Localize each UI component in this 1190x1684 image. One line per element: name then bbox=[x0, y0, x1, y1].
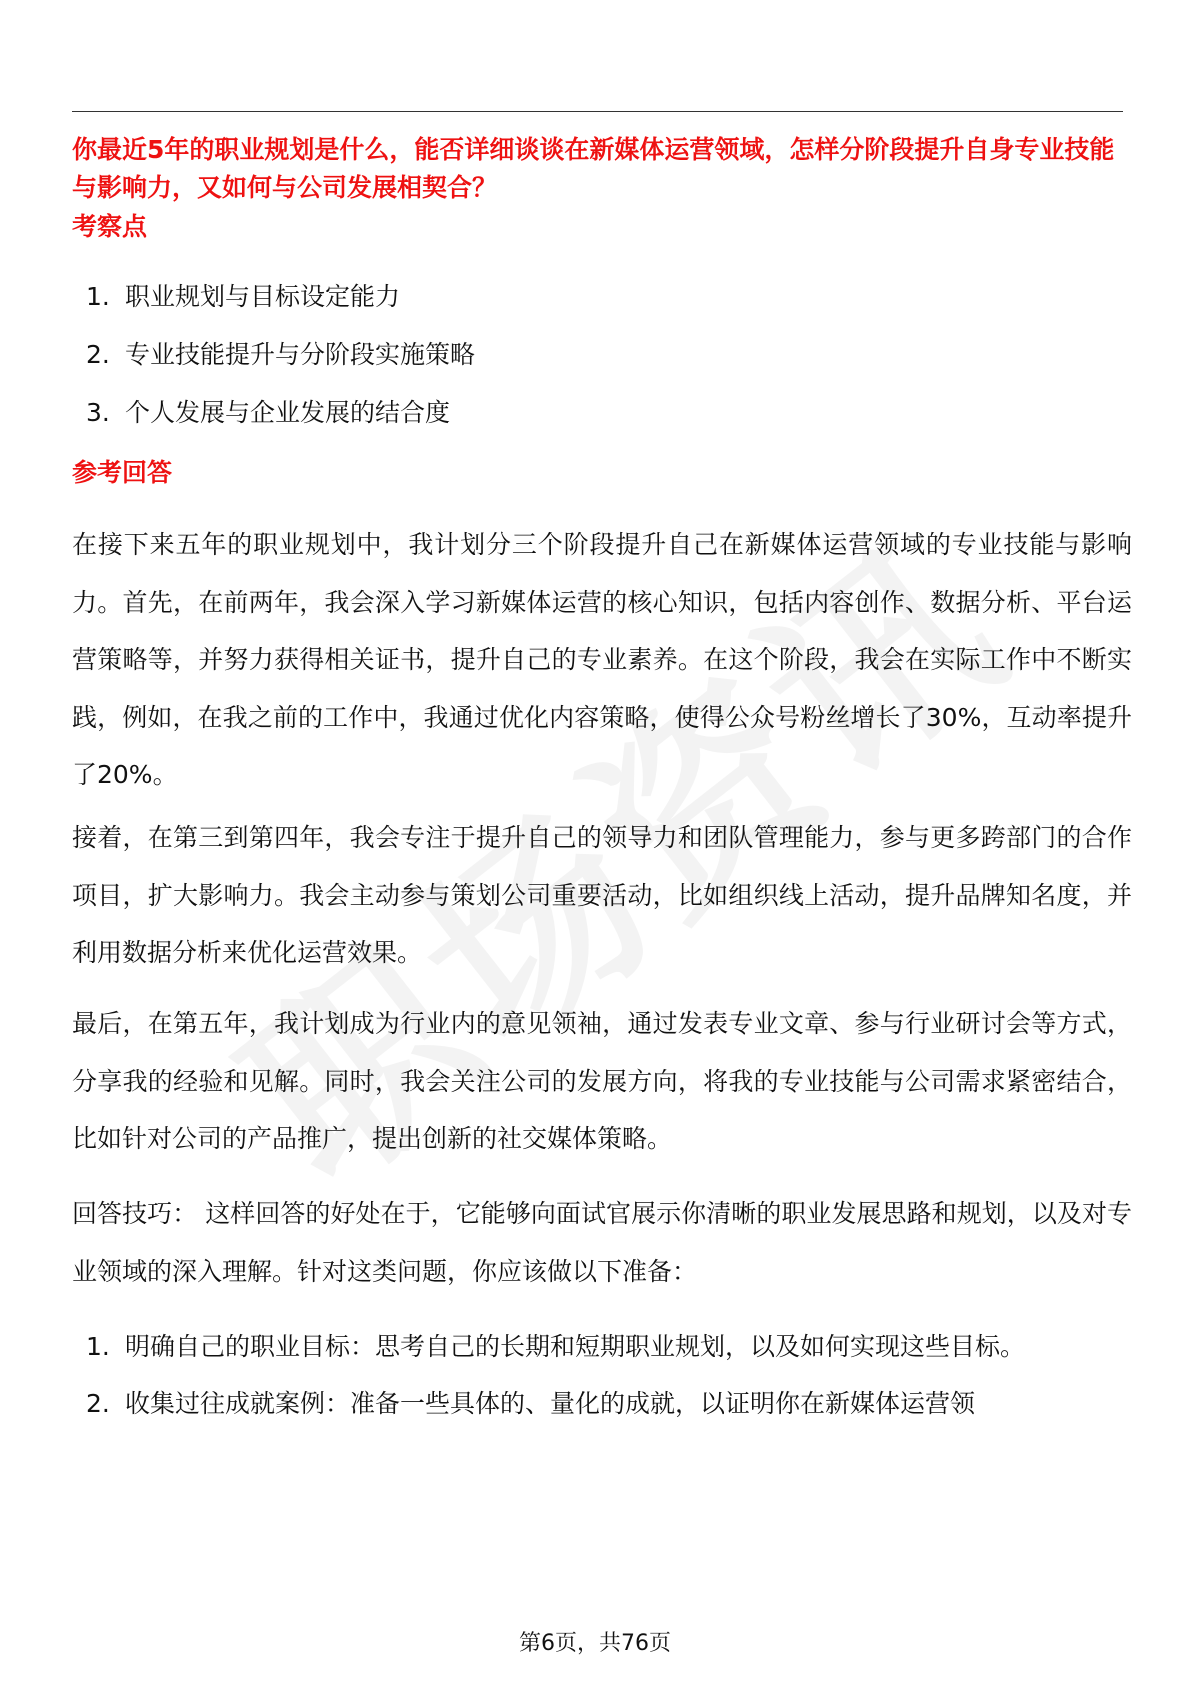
tips-list bbox=[72, 1318, 1132, 1432]
list-number: 2. bbox=[86, 1389, 110, 1418]
answer-paragraph: 最后，在第五年，我计划成为行业内的意见领袖，通过发表专业文章、参与行业研讨会等方式，分享我的经验和见解。同时，我会关注公司的发展方向，将我的专业技能与公司需求紧密结合，比如针对公司的产品推广，提出创新的社交媒体策略。 bbox=[72, 1009, 1132, 1153]
list-number: 2. bbox=[86, 340, 110, 369]
answer-paragraph: 在接下来五年的职业规划中，我计划分三个阶段提升自己在新媒体运营领域的专业技能与影响力。首先，在前两年，我会深入学习新媒体运营的核心知识，包括内容创作、数据分析、平台运营策略等，并努力获得相关证书，提升自己的专业素养。在这个阶段，我会在实际工作中不断实践，例如，在我之前的工作中，我通过优化内容策略，使得公众号粉丝增长了30%，互动率提升了20%。 bbox=[72, 530, 1132, 789]
focus-item-text: 职业规划与目标设定能力 bbox=[125, 282, 401, 311]
focus-item bbox=[72, 336, 1132, 374]
focus-item-text: 个人发展与企业发展的结合度 bbox=[125, 398, 451, 427]
list-number: 1. bbox=[86, 1332, 110, 1361]
answer-tips-intro: 回答技巧： 这样回答的好处在于，它能够向面试官展示你清晰的职业发展思路和规划，以及对专业领域的深入理解。针对这类问题，你应该做以下准备： bbox=[72, 1199, 1132, 1286]
answer-heading: 参考回答 bbox=[72, 458, 173, 487]
focus-item bbox=[72, 278, 1132, 316]
list-number: 3. bbox=[86, 398, 110, 427]
page-footer: 第6页，共76页 bbox=[519, 1631, 671, 1656]
answer-paragraph: 接着，在第三到第四年，我会专注于提升自己的领导力和团队管理能力，参与更多跨部门的合作项目，扩大影响力。我会主动参与策划公司重要活动，比如组织线上活动，提升品牌知名度，并利用数据分析来优化运营效果。 bbox=[72, 823, 1132, 967]
focus-list bbox=[72, 278, 1132, 452]
top-divider bbox=[72, 111, 1123, 112]
focus-item bbox=[72, 394, 1132, 432]
tip-item-text: 收集过往成就案例：准备一些具体的、量化的成就，以证明你在新媒体运营领 bbox=[125, 1389, 976, 1418]
focus-heading: 考察点 bbox=[72, 212, 148, 241]
tip-item-text: 明确自己的职业目标：思考自己的长期和短期职业规划，以及如何实现这些目标。 bbox=[125, 1332, 1026, 1361]
focus-item-text: 专业技能提升与分阶段实施策略 bbox=[125, 340, 476, 369]
tip-item bbox=[72, 1375, 1132, 1432]
tip-item bbox=[72, 1318, 1132, 1375]
question-title: 你最近5年的职业规划是什么，能否详细谈谈在新媒体运营领域，怎样分阶段提升自身专业技能与影响力，又如何与公司发展相契合？ bbox=[72, 135, 1115, 202]
list-number: 1. bbox=[86, 282, 110, 311]
